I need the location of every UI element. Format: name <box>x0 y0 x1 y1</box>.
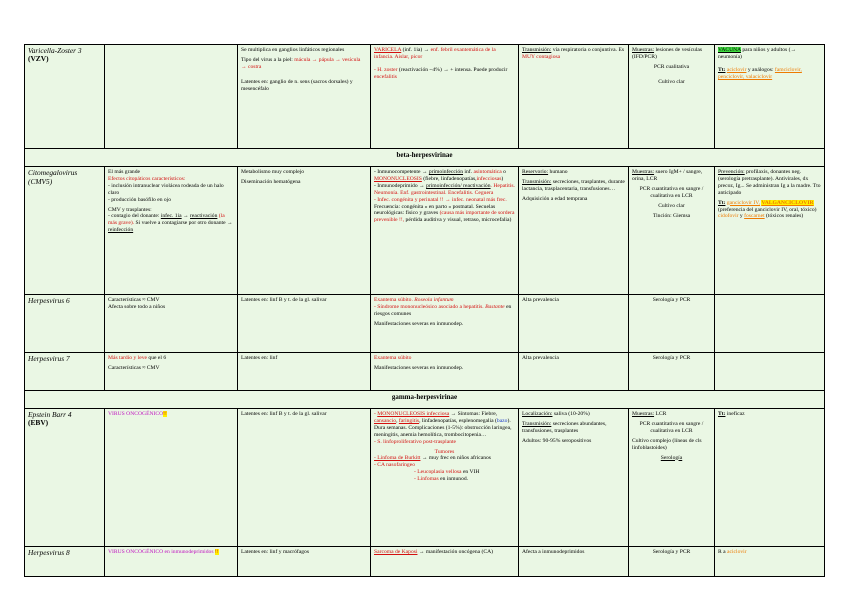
label: Transmisión: <box>522 178 552 185</box>
text: → muy frec en niños africanos <box>421 455 491 462</box>
text: Adultos: 90-95% seropositivos <box>522 437 592 444</box>
pathogenesis-cell <box>238 353 371 391</box>
latency-text: Latentes en: linf y macrófagos <box>241 549 310 555</box>
text: Afecta sobre todo a niños <box>108 303 166 310</box>
virus-name: Herpesvirus 7 <box>28 354 70 363</box>
text: Tipo del virus a la piel: <box>241 56 293 63</box>
label: Transmisión: <box>522 47 552 53</box>
diagnosis-cell <box>629 353 715 391</box>
text: inf. <box>464 169 473 175</box>
virus-name-cell <box>25 409 105 547</box>
text: - Inmunocompetente → <box>374 169 428 175</box>
text: (inf. 1ia) → <box>402 47 430 53</box>
text: (reactivación ~4%) → + intensa. Puede producir <box>398 66 508 73</box>
epidemiology-cell <box>519 167 629 295</box>
text: MONONUCLEOSIS infecciosa <box>377 411 450 417</box>
features-cell <box>105 353 238 391</box>
virus-abbr: (EBV) <box>28 417 49 427</box>
text: - producción basófilo en ojo <box>108 196 172 203</box>
label: Tt: <box>718 411 726 417</box>
text: - S. linfoproliferativo post-trasplante <box>374 438 457 445</box>
latency-text: Latentes en: linf B y t. de la gl. salivar <box>241 297 327 303</box>
text: Cultivo clar <box>658 78 685 85</box>
text: PCR cuantitativa en sangre / cualitativa en LCR <box>639 185 704 199</box>
text: para niños y adultos (→ neumonía) <box>718 47 797 60</box>
latency-text: Latentes en: linf B y t. de la gl. salivar <box>241 411 327 417</box>
virus-name-cell <box>25 167 105 295</box>
text: o <box>503 169 506 175</box>
virus-name-cell <box>25 547 105 577</box>
treatment-cell <box>715 409 825 547</box>
section-title: beta-herpesvirinae <box>25 149 825 167</box>
label: Tt: <box>718 199 726 206</box>
text: Características ≈ CMV <box>108 297 160 303</box>
text: secreciones, trasplantes, durante lactancia, trasplacentaria, transfusiones… <box>522 178 625 192</box>
text: → infec. neonatal más frec. <box>444 196 507 203</box>
pathogenesis-cell <box>238 45 371 149</box>
epidemiology-cell <box>519 45 629 149</box>
text: - <box>374 411 376 417</box>
herpesvirus-table <box>24 44 825 577</box>
text: y análogos: <box>747 66 774 73</box>
treatment-cell <box>715 45 825 149</box>
text: Metabolismo muy complejo <box>241 169 305 175</box>
text: humano <box>549 169 568 175</box>
text: ). Dura semanas. Complicaciones (1-5%): obstrucción laringea, meningitis, anemia hemolítica, trombocitopenia… <box>374 417 512 438</box>
virus-table-page <box>24 44 824 577</box>
epidemiology-cell <box>519 409 629 547</box>
diagnosis-cell <box>629 45 715 149</box>
drug: cidofovir <box>718 213 739 220</box>
warning-mark: !! <box>214 549 219 555</box>
text: Tinción: Giemsa <box>652 212 691 219</box>
features-cell <box>105 167 238 295</box>
diagnosis-cell <box>629 295 715 353</box>
text: Diseminación hematógena <box>241 178 301 185</box>
features-cell <box>105 45 238 149</box>
text: - inclusión intranuclear violácea rodeada de un halo claro <box>108 182 224 196</box>
treatment-cell <box>715 295 825 353</box>
virus-name-cell <box>25 45 105 149</box>
table-row-hv8 <box>25 547 825 577</box>
virus-name: Citomegalovirus <box>28 168 78 177</box>
text: saliva (10-20%) <box>553 411 590 417</box>
text: , linfadenopatías, esplenomegalia ( <box>419 417 497 424</box>
section-header-gamma <box>25 391 825 409</box>
pathogenesis-cell <box>238 295 371 353</box>
virus-abbr: (VZV) <box>28 53 49 63</box>
virus-abbr: (CMV5) <box>28 176 53 186</box>
treatment-cell <box>715 547 825 577</box>
text: → <box>183 213 189 220</box>
text: infec. 1ia <box>160 213 182 220</box>
text: Roseola infantum <box>414 297 454 303</box>
drug: VALGANCICLOVIR <box>761 199 814 206</box>
virus-name-cell <box>25 353 105 391</box>
text: secreciones abundantes, transfusiones, trasplantes <box>522 420 607 434</box>
text: CMV y trasplantes: <box>108 206 152 213</box>
features-cell <box>105 295 238 353</box>
text: Serología y PCR <box>652 355 691 361</box>
text: - Leucoplasia vellosa <box>414 469 462 476</box>
text: El más grande <box>108 169 140 175</box>
latency-text: Latentes en: linf <box>241 355 278 361</box>
text: Frecuencia: congénita « en parto « postnatal. Secuelas neurológicas: fisico y graves <box>374 203 496 217</box>
treatment-cell <box>715 167 825 295</box>
text: → manifestación oncógena (CA) <box>418 549 493 555</box>
pathogenesis-cell <box>238 409 371 547</box>
clinical-cell <box>371 547 519 577</box>
virus-name: Epstein Barr 4 <box>28 410 72 419</box>
virus-name: Varicella-Zoster 3 <box>28 46 82 55</box>
label: Reservorio: <box>522 169 549 175</box>
text: Serología y PCR <box>652 549 691 555</box>
pathogenesis-cell <box>238 547 371 577</box>
text: primoinfección/ reactivación <box>426 182 491 189</box>
features-cell <box>105 409 238 547</box>
disease-name: - H. zoster <box>374 66 398 73</box>
table-row-hv6 <box>25 295 825 353</box>
text: MUY contagiosa <box>522 53 561 60</box>
text: - Síndrome mononucleósico asociado a hepatitis. <box>374 303 484 310</box>
diagnosis-cell <box>629 167 715 295</box>
text: Serología <box>660 454 683 461</box>
features-cell <box>105 547 238 577</box>
text: Sarcoma de Kaposi <box>374 549 418 555</box>
text: y <box>739 213 743 220</box>
drug: famciclovir, penciclovir, valaciclovir <box>718 66 802 80</box>
virus-name: Herpesvirus 6 <box>28 296 70 305</box>
text: encefalitis <box>374 73 397 80</box>
text: Más tardío y leve <box>108 355 147 361</box>
label: Muestras: <box>632 47 655 53</box>
text: PCR cuantitativa en sangre / cualitativa en LCR <box>639 420 704 434</box>
epidemiology-cell <box>519 295 629 353</box>
pathogenesis-cell <box>238 167 371 295</box>
text: - Inmunodeprimido → <box>374 182 425 189</box>
text: bazo <box>496 417 508 424</box>
text: Características ≈ CMV <box>108 364 160 371</box>
virus-name: Herpesvirus 8 <box>28 548 70 557</box>
text: Manifestaciones severas en inmunodep. <box>374 320 464 327</box>
treatment-cell <box>715 353 825 391</box>
text: (fiebre, linfadenopatías, <box>423 175 477 182</box>
diagnosis-cell <box>629 409 715 547</box>
text: vía respiratoria o conjuntiva. Es <box>552 47 625 53</box>
text: - CA nasofaringeo <box>374 462 416 469</box>
text: Bastante <box>485 303 505 310</box>
section-title: gamma-herpesvirinae <box>25 391 825 409</box>
text: Manifestaciones severas en inmunodep. <box>374 364 464 371</box>
text: Alta prevalencia <box>522 355 559 361</box>
text: profilaxis, donantes neg. (serología pretrasplante). Antivirales, dx precoz, Ig... Se administran Ig a la madre. Tto anticipado <box>718 169 821 196</box>
clinical-cell <box>371 409 519 547</box>
drug: foscarnet <box>744 213 765 220</box>
text: , <box>396 417 398 424</box>
text: (preferencia del ganciclovir IV, oral, tóxico) <box>718 206 817 213</box>
text: - Infec. congénita y perinatal !! <box>374 196 444 203</box>
text: Efectos citopáticos característicos: <box>108 175 186 182</box>
lesion-sequence: mácula → pápula → vesícula → costra <box>241 56 361 70</box>
clinical-cell <box>371 167 519 295</box>
text: ) <box>501 175 504 182</box>
text: R a <box>718 549 726 555</box>
table-row-hv7 <box>25 353 825 391</box>
table-row-ebv <box>25 409 825 547</box>
label: Prevención: <box>718 169 745 175</box>
text: Exantema súbito. <box>374 297 413 303</box>
text: primoinfección <box>428 169 464 175</box>
text: cansancio <box>374 417 397 424</box>
text: en riesgos comunes <box>374 303 512 317</box>
table-row-vzv <box>25 45 825 149</box>
label: Transmisión: <box>522 420 552 427</box>
text: Adquisición a edad temprana <box>522 195 588 202</box>
text: MONONUCLEOSIS <box>374 175 422 182</box>
text: LCR <box>655 411 667 417</box>
text: infecciosas <box>476 175 502 182</box>
text: enf. febril exantemática de la infancia. Aislar, picor <box>374 47 496 60</box>
disease-name: VARICELA <box>374 47 402 53</box>
text: suero IgM+ / sangre, orina, LCR <box>632 169 703 182</box>
warning-mark: !! <box>163 411 167 417</box>
text: en inmunod. <box>440 476 469 483</box>
text: (la más grave). <box>108 213 225 227</box>
text: Afecta a inmunodeprimidos <box>522 549 585 555</box>
oncogenic-label: VIRUS ONCOGÉNICO en inmunodeprimidos <box>108 549 214 555</box>
drug: aciclovir <box>726 66 747 73</box>
text: pérdida auditiva y visual, retraso, microcefalia) <box>405 217 512 224</box>
text: - Linfoma de Burkitt <box>374 455 421 462</box>
clinical-cell <box>371 45 519 149</box>
diagnosis-cell <box>629 547 715 577</box>
text: → Síntomas: Fiebre, <box>450 411 498 417</box>
text: lesiones de vesículas (IFD/PCR) <box>632 47 703 60</box>
text: Si vuelve a contagiarse por otro donante → <box>135 220 233 227</box>
text: Tumores <box>434 448 455 455</box>
epidemiology-cell <box>519 353 629 391</box>
text: en VIH <box>462 469 480 476</box>
text: Serología y PCR <box>652 297 691 303</box>
text: faringitis <box>398 417 420 424</box>
text: Cultivo complejo (líneas de cls linfoblastoides) <box>632 437 702 451</box>
text: Se multiplica en ganglios linfáticos regionales <box>241 47 345 53</box>
drug: aciclovir <box>727 549 747 555</box>
text: Exantema súbito <box>374 355 412 361</box>
text: PCR cualitativa <box>653 63 690 70</box>
drug: ganciclovir IV, <box>726 199 761 206</box>
text: asintomática <box>473 169 502 175</box>
latency-text: Latentes en: ganglio de n. sens (sacros dorsales) y mesencéfalo <box>241 78 353 92</box>
text: que el 6 <box>148 355 167 361</box>
text: - contagio del donante: <box>108 213 160 220</box>
section-header-beta <box>25 149 825 167</box>
label: Muestras: <box>632 169 655 175</box>
vaccine-label: VACUNA <box>718 47 741 53</box>
table-row-cmv <box>25 167 825 295</box>
label: Localización: <box>522 411 553 417</box>
virus-name-cell <box>25 295 105 353</box>
label: Tt: <box>718 66 726 73</box>
text: Cultivo clar <box>658 202 685 209</box>
clinical-cell <box>371 353 519 391</box>
text: reinfección <box>108 227 134 234</box>
text: Alta prevalencia <box>522 297 559 303</box>
epidemiology-cell <box>519 547 629 577</box>
text: - Linfomas <box>414 476 439 483</box>
text: (tóxicos renales) <box>766 213 804 220</box>
text: reactivación <box>190 213 218 220</box>
oncogenic-label: VIRUS ONCOGÉNICO <box>108 411 164 417</box>
text: ineficaz <box>726 411 745 417</box>
clinical-cell <box>371 295 519 353</box>
text: . Hepatitis. Neumonía. Enf. gastrointestinal. Encefalitis. Ceguera <box>374 182 515 196</box>
text: (causa más importante de sordera prevenible !!, <box>374 210 515 224</box>
label: Muestras: <box>632 411 655 417</box>
